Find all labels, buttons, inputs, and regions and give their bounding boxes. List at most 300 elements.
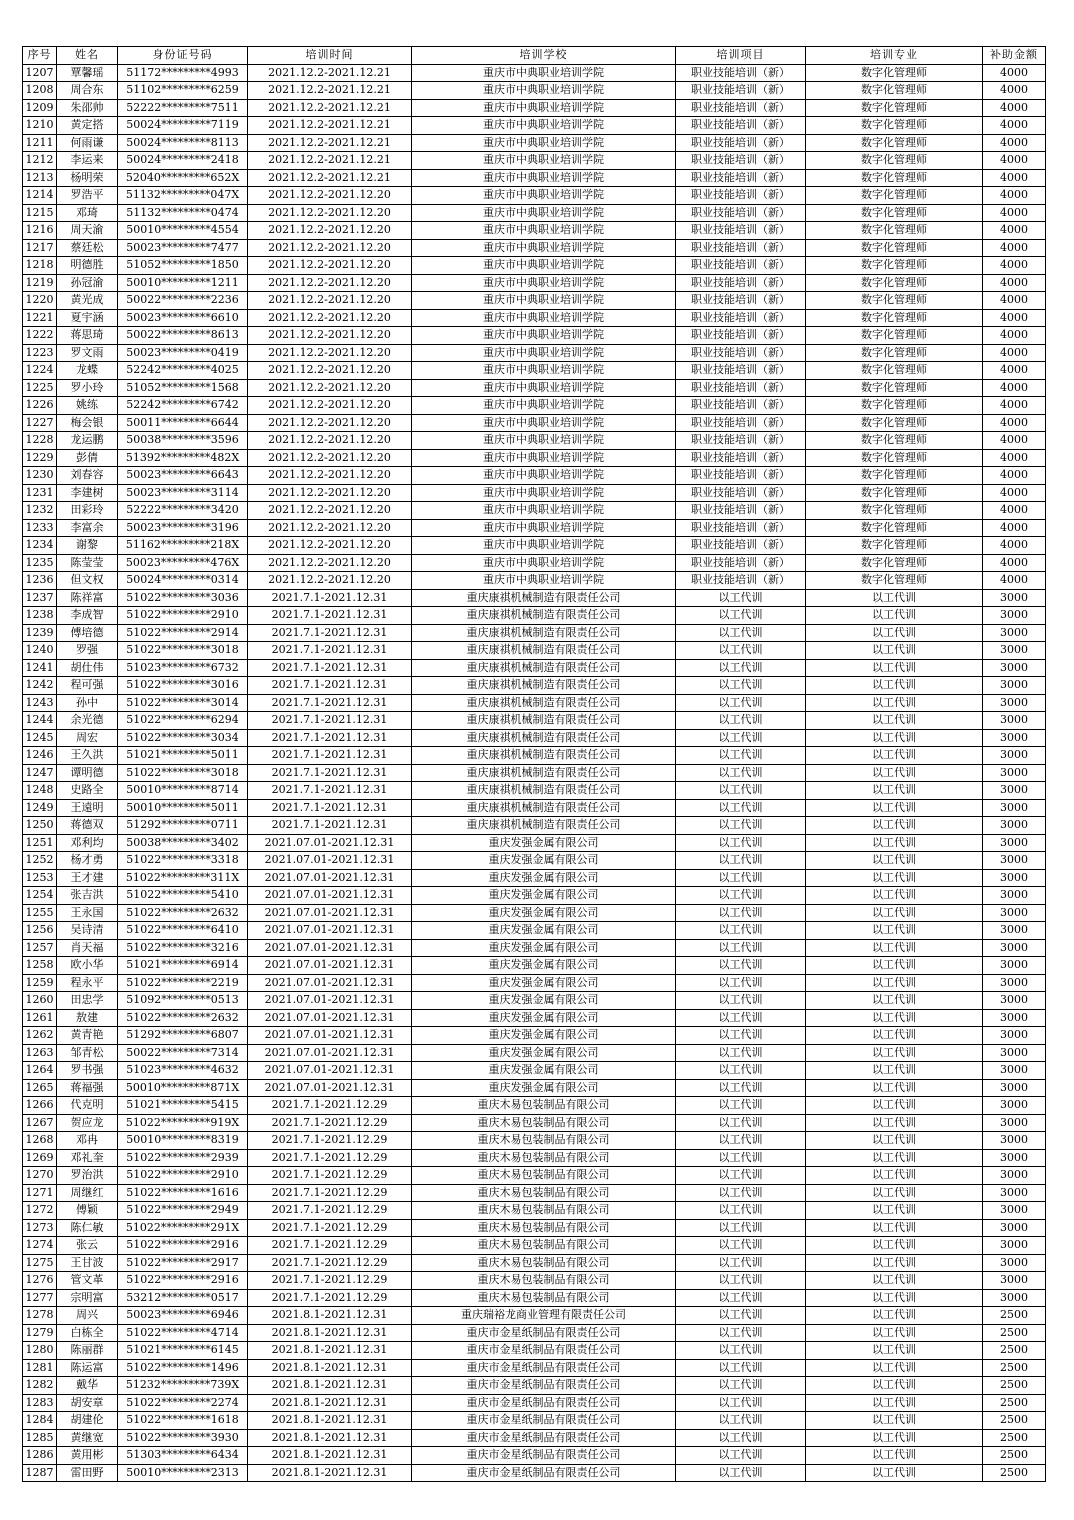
cell-id-number: 51022*********2939 (118, 1149, 248, 1167)
cell-id-number: 52242*********4025 (118, 362, 248, 380)
cell-name: 罗强 (57, 642, 118, 660)
cell-training-school: 重庆木易包装制品有限公司 (412, 1272, 676, 1290)
cell-training-program: 以工代训 (676, 607, 806, 625)
cell-training-school: 重庆木易包装制品有限公司 (412, 1132, 676, 1150)
cell-training-program: 以工代训 (676, 1079, 806, 1097)
table-row (23, 764, 1046, 782)
cell-name: 谢黎 (57, 537, 118, 555)
cell-id-number: 50022*********7314 (118, 1044, 248, 1062)
cell-index: 1254 (23, 887, 57, 905)
cell-name: 戴华 (57, 1377, 118, 1395)
cell-index: 1209 (23, 99, 57, 117)
cell-training-period: 2021.07.01-2021.12.31 (248, 1079, 412, 1097)
cell-training-program: 职业技能培训（新） (676, 414, 806, 432)
cell-subsidy-amount: 4000 (983, 344, 1046, 362)
cell-training-period: 2021.12.2-2021.12.20 (248, 292, 412, 310)
cell-training-program: 职业技能培训（新） (676, 222, 806, 240)
cell-name: 邓冉 (57, 1132, 118, 1150)
cell-index: 1253 (23, 869, 57, 887)
cell-training-school: 重庆市中典职业培训学院 (412, 432, 676, 450)
header-name: 姓名 (57, 47, 118, 65)
cell-index: 1234 (23, 537, 57, 555)
cell-index: 1210 (23, 117, 57, 135)
cell-training-program: 以工代训 (676, 589, 806, 607)
cell-subsidy-amount: 4000 (983, 222, 1046, 240)
cell-index: 1270 (23, 1167, 57, 1185)
table-row (23, 1324, 1046, 1342)
cell-training-program: 以工代训 (676, 1027, 806, 1045)
cell-name: 谭明德 (57, 764, 118, 782)
cell-name: 蒋福强 (57, 1079, 118, 1097)
table-row (23, 169, 1046, 187)
cell-training-major: 以工代训 (806, 1394, 983, 1412)
cell-training-school: 重庆市中典职业培训学院 (412, 82, 676, 100)
cell-training-school: 重庆发强金属有限公司 (412, 1009, 676, 1027)
cell-training-major: 以工代训 (806, 1132, 983, 1150)
cell-subsidy-amount: 3000 (983, 1027, 1046, 1045)
cell-id-number: 50024*********7119 (118, 117, 248, 135)
cell-subsidy-amount: 3000 (983, 747, 1046, 765)
cell-id-number: 50023*********3114 (118, 484, 248, 502)
cell-name: 龙蝶 (57, 362, 118, 380)
cell-training-major: 数字化管理师 (806, 292, 983, 310)
table-row (23, 1359, 1046, 1377)
cell-subsidy-amount: 3000 (983, 887, 1046, 905)
cell-subsidy-amount: 4000 (983, 362, 1046, 380)
cell-name: 余光德 (57, 712, 118, 730)
table-row (23, 1114, 1046, 1132)
cell-training-school: 重庆市中典职业培训学院 (412, 572, 676, 590)
cell-training-major: 以工代训 (806, 1447, 983, 1465)
cell-id-number: 51022*********2916 (118, 1237, 248, 1255)
cell-training-program: 职业技能培训（新） (676, 537, 806, 555)
cell-subsidy-amount: 2500 (983, 1359, 1046, 1377)
table-row (23, 554, 1046, 572)
cell-index: 1212 (23, 152, 57, 170)
cell-id-number: 50010*********4554 (118, 222, 248, 240)
cell-subsidy-amount: 2500 (983, 1447, 1046, 1465)
cell-subsidy-amount: 3000 (983, 624, 1046, 642)
cell-subsidy-amount: 3000 (983, 904, 1046, 922)
cell-subsidy-amount: 3000 (983, 1184, 1046, 1202)
header-training-major: 培训专业 (806, 47, 983, 65)
cell-training-program: 职业技能培训（新） (676, 379, 806, 397)
cell-id-number: 51022*********291X (118, 1219, 248, 1237)
cell-subsidy-amount: 2500 (983, 1324, 1046, 1342)
cell-training-major: 数字化管理师 (806, 64, 983, 82)
cell-index: 1284 (23, 1412, 57, 1430)
cell-training-period: 2021.8.1-2021.12.31 (248, 1342, 412, 1360)
cell-training-school: 重庆市中典职业培训学院 (412, 362, 676, 380)
cell-training-period: 2021.07.01-2021.12.31 (248, 1062, 412, 1080)
cell-training-school: 重庆木易包装制品有限公司 (412, 1167, 676, 1185)
cell-training-school: 重庆市中典职业培训学院 (412, 467, 676, 485)
cell-subsidy-amount: 2500 (983, 1307, 1046, 1325)
cell-id-number: 51021*********5011 (118, 747, 248, 765)
cell-index: 1287 (23, 1464, 57, 1482)
cell-training-school: 重庆市中典职业培训学院 (412, 204, 676, 222)
cell-name: 罗治洪 (57, 1167, 118, 1185)
table-row (23, 82, 1046, 100)
cell-training-period: 2021.12.2-2021.12.20 (248, 554, 412, 572)
table-row (23, 869, 1046, 887)
cell-id-number: 52040*********652X (118, 169, 248, 187)
cell-id-number: 51022*********919X (118, 1114, 248, 1132)
cell-subsidy-amount: 4000 (983, 484, 1046, 502)
table-row (23, 239, 1046, 257)
cell-subsidy-amount: 3000 (983, 1202, 1046, 1220)
cell-training-major: 以工代训 (806, 1027, 983, 1045)
cell-name: 王遠明 (57, 799, 118, 817)
cell-index: 1264 (23, 1062, 57, 1080)
cell-index: 1213 (23, 169, 57, 187)
table-row (23, 362, 1046, 380)
cell-index: 1252 (23, 852, 57, 870)
cell-name: 姚练 (57, 397, 118, 415)
cell-index: 1277 (23, 1289, 57, 1307)
cell-training-school: 重庆康祺机械制造有限责任公司 (412, 642, 676, 660)
table-row (23, 1027, 1046, 1045)
cell-training-major: 以工代训 (806, 659, 983, 677)
cell-id-number: 51022*********2949 (118, 1202, 248, 1220)
cell-training-program: 以工代训 (676, 817, 806, 835)
cell-training-program: 以工代训 (676, 992, 806, 1010)
cell-training-period: 2021.8.1-2021.12.31 (248, 1464, 412, 1482)
cell-training-major: 以工代训 (806, 922, 983, 940)
table-row (23, 1009, 1046, 1027)
cell-training-period: 2021.7.1-2021.12.29 (248, 1132, 412, 1150)
table-row (23, 204, 1046, 222)
cell-training-major: 以工代训 (806, 764, 983, 782)
table-row (23, 799, 1046, 817)
cell-id-number: 51022*********6294 (118, 712, 248, 730)
cell-training-major: 以工代训 (806, 607, 983, 625)
cell-name: 傅颖 (57, 1202, 118, 1220)
cell-index: 1214 (23, 187, 57, 205)
cell-subsidy-amount: 3000 (983, 607, 1046, 625)
cell-training-school: 重庆市中典职业培训学院 (412, 554, 676, 572)
cell-index: 1245 (23, 729, 57, 747)
cell-training-period: 2021.07.01-2021.12.31 (248, 869, 412, 887)
table-row (23, 1202, 1046, 1220)
cell-subsidy-amount: 4000 (983, 554, 1046, 572)
cell-training-program: 以工代训 (676, 1289, 806, 1307)
table-header-row (23, 47, 1046, 65)
cell-subsidy-amount: 2500 (983, 1412, 1046, 1430)
cell-training-major: 以工代训 (806, 624, 983, 642)
cell-name: 孙中 (57, 694, 118, 712)
cell-name: 陈莹莹 (57, 554, 118, 572)
cell-training-period: 2021.8.1-2021.12.31 (248, 1359, 412, 1377)
cell-training-major: 数字化管理师 (806, 169, 983, 187)
cell-training-school: 重庆发强金属有限公司 (412, 1027, 676, 1045)
table-row (23, 449, 1046, 467)
cell-training-program: 以工代训 (676, 624, 806, 642)
table-row (23, 677, 1046, 695)
cell-index: 1267 (23, 1114, 57, 1132)
cell-subsidy-amount: 3000 (983, 1272, 1046, 1290)
table-row (23, 607, 1046, 625)
table-row (23, 134, 1046, 152)
cell-training-school: 重庆瑞裕龙商业管理有限责任公司 (412, 1307, 676, 1325)
cell-training-period: 2021.7.1-2021.12.29 (248, 1289, 412, 1307)
cell-id-number: 53212*********0517 (118, 1289, 248, 1307)
cell-training-period: 2021.7.1-2021.12.29 (248, 1202, 412, 1220)
cell-training-major: 数字化管理师 (806, 414, 983, 432)
cell-training-major: 数字化管理师 (806, 99, 983, 117)
cell-training-program: 以工代训 (676, 1202, 806, 1220)
cell-training-program: 以工代训 (676, 1272, 806, 1290)
cell-index: 1276 (23, 1272, 57, 1290)
cell-training-major: 数字化管理师 (806, 204, 983, 222)
cell-training-school: 重庆康祺机械制造有限责任公司 (412, 764, 676, 782)
cell-index: 1231 (23, 484, 57, 502)
cell-training-school: 重庆市中典职业培训学院 (412, 414, 676, 432)
table-row (23, 397, 1046, 415)
cell-id-number: 50011*********6644 (118, 414, 248, 432)
cell-name: 胡安章 (57, 1394, 118, 1412)
table-row (23, 1149, 1046, 1167)
cell-training-period: 2021.12.2-2021.12.20 (248, 449, 412, 467)
cell-training-major: 数字化管理师 (806, 537, 983, 555)
cell-training-period: 2021.12.2-2021.12.20 (248, 362, 412, 380)
cell-training-school: 重庆康祺机械制造有限责任公司 (412, 712, 676, 730)
cell-subsidy-amount: 3000 (983, 799, 1046, 817)
cell-id-number: 52222*********3420 (118, 502, 248, 520)
cell-id-number: 51023*********6732 (118, 659, 248, 677)
cell-subsidy-amount: 2500 (983, 1429, 1046, 1447)
cell-training-program: 以工代训 (676, 1149, 806, 1167)
cell-training-school: 重庆木易包装制品有限公司 (412, 1202, 676, 1220)
cell-subsidy-amount: 3000 (983, 1254, 1046, 1272)
cell-training-program: 以工代训 (676, 904, 806, 922)
cell-id-number: 51021*********5415 (118, 1097, 248, 1115)
cell-training-period: 2021.07.01-2021.12.31 (248, 1009, 412, 1027)
table-row (23, 222, 1046, 240)
cell-name: 罗小玲 (57, 379, 118, 397)
table-row (23, 519, 1046, 537)
subsidy-roster-sheet (22, 46, 1046, 1482)
cell-index: 1250 (23, 817, 57, 835)
cell-subsidy-amount: 4000 (983, 187, 1046, 205)
cell-training-major: 以工代训 (806, 852, 983, 870)
cell-index: 1225 (23, 379, 57, 397)
cell-training-period: 2021.07.01-2021.12.31 (248, 939, 412, 957)
cell-training-school: 重庆市中典职业培训学院 (412, 449, 676, 467)
cell-index: 1269 (23, 1149, 57, 1167)
cell-name: 张云 (57, 1237, 118, 1255)
header-id-number: 身份证号码 (118, 47, 248, 65)
cell-index: 1242 (23, 677, 57, 695)
cell-index: 1280 (23, 1342, 57, 1360)
cell-training-program: 以工代训 (676, 1307, 806, 1325)
cell-training-major: 以工代训 (806, 1062, 983, 1080)
cell-subsidy-amount: 3000 (983, 677, 1046, 695)
cell-training-school: 重庆市中典职业培训学院 (412, 239, 676, 257)
cell-id-number: 51392*********482X (118, 449, 248, 467)
cell-training-period: 2021.12.2-2021.12.20 (248, 537, 412, 555)
cell-training-school: 重庆发强金属有限公司 (412, 957, 676, 975)
cell-id-number: 50023*********6946 (118, 1307, 248, 1325)
cell-index: 1222 (23, 327, 57, 345)
table-body (23, 64, 1046, 1482)
cell-training-program: 以工代训 (676, 922, 806, 940)
cell-training-period: 2021.12.2-2021.12.20 (248, 187, 412, 205)
cell-name: 杨明荣 (57, 169, 118, 187)
cell-index: 1246 (23, 747, 57, 765)
cell-training-major: 数字化管理师 (806, 519, 983, 537)
table-row (23, 817, 1046, 835)
cell-name: 陈运富 (57, 1359, 118, 1377)
cell-name: 黄用彬 (57, 1447, 118, 1465)
cell-id-number: 51132*********047X (118, 187, 248, 205)
cell-name: 李富余 (57, 519, 118, 537)
cell-name: 张吉洪 (57, 887, 118, 905)
cell-training-school: 重庆市中典职业培训学院 (412, 484, 676, 502)
cell-training-major: 数字化管理师 (806, 502, 983, 520)
cell-training-program: 以工代训 (676, 1342, 806, 1360)
cell-name: 周合东 (57, 82, 118, 100)
cell-id-number: 51022*********2917 (118, 1254, 248, 1272)
cell-training-school: 重庆市金星纸制品有限责任公司 (412, 1342, 676, 1360)
cell-training-period: 2021.07.01-2021.12.31 (248, 887, 412, 905)
cell-training-major: 以工代训 (806, 694, 983, 712)
cell-training-major: 数字化管理师 (806, 397, 983, 415)
cell-id-number: 51022*********2219 (118, 974, 248, 992)
cell-name: 蒋思琦 (57, 327, 118, 345)
cell-training-school: 重庆市中典职业培训学院 (412, 117, 676, 135)
cell-training-major: 数字化管理师 (806, 274, 983, 292)
cell-index: 1241 (23, 659, 57, 677)
cell-id-number: 50038*********3402 (118, 834, 248, 852)
cell-index: 1239 (23, 624, 57, 642)
cell-index: 1260 (23, 992, 57, 1010)
cell-training-program: 以工代训 (676, 694, 806, 712)
cell-index: 1238 (23, 607, 57, 625)
cell-index: 1219 (23, 274, 57, 292)
cell-id-number: 51292*********6807 (118, 1027, 248, 1045)
cell-training-school: 重庆市中典职业培训学院 (412, 502, 676, 520)
cell-training-major: 数字化管理师 (806, 554, 983, 572)
cell-training-major: 以工代训 (806, 834, 983, 852)
cell-training-program: 以工代训 (676, 974, 806, 992)
cell-name: 周宏 (57, 729, 118, 747)
cell-training-program: 职业技能培训（新） (676, 152, 806, 170)
cell-index: 1286 (23, 1447, 57, 1465)
cell-name: 但文权 (57, 572, 118, 590)
cell-training-period: 2021.12.2-2021.12.21 (248, 134, 412, 152)
cell-training-school: 重庆市中典职业培训学院 (412, 344, 676, 362)
cell-subsidy-amount: 4000 (983, 397, 1046, 415)
table-row (23, 64, 1046, 82)
table-row (23, 887, 1046, 905)
cell-training-school: 重庆木易包装制品有限公司 (412, 1254, 676, 1272)
cell-training-major: 以工代训 (806, 1009, 983, 1027)
cell-name: 覃馨瑶 (57, 64, 118, 82)
cell-training-major: 以工代训 (806, 1149, 983, 1167)
cell-training-school: 重庆康祺机械制造有限责任公司 (412, 694, 676, 712)
cell-index: 1228 (23, 432, 57, 450)
cell-id-number: 50023*********7477 (118, 239, 248, 257)
cell-name: 罗浩平 (57, 187, 118, 205)
cell-name: 宗明富 (57, 1289, 118, 1307)
cell-training-program: 职业技能培训（新） (676, 99, 806, 117)
cell-index: 1235 (23, 554, 57, 572)
cell-training-period: 2021.7.1-2021.12.31 (248, 624, 412, 642)
cell-id-number: 50024*********0314 (118, 572, 248, 590)
cell-id-number: 50023*********6643 (118, 467, 248, 485)
cell-name: 邓礼奎 (57, 1149, 118, 1167)
cell-name: 彭倩 (57, 449, 118, 467)
table-row (23, 432, 1046, 450)
table-row (23, 589, 1046, 607)
cell-training-program: 职业技能培训（新） (676, 309, 806, 327)
cell-training-major: 以工代训 (806, 677, 983, 695)
table-row (23, 729, 1046, 747)
cell-training-program: 以工代训 (676, 852, 806, 870)
cell-subsidy-amount: 4000 (983, 134, 1046, 152)
cell-id-number: 51022*********2910 (118, 1167, 248, 1185)
cell-id-number: 51021*********6914 (118, 957, 248, 975)
cell-id-number: 50024*********2418 (118, 152, 248, 170)
table-row (23, 1307, 1046, 1325)
cell-index: 1279 (23, 1324, 57, 1342)
cell-training-period: 2021.07.01-2021.12.31 (248, 834, 412, 852)
cell-index: 1262 (23, 1027, 57, 1045)
cell-training-program: 职业技能培训（新） (676, 134, 806, 152)
cell-index: 1278 (23, 1307, 57, 1325)
cell-id-number: 51022*********311X (118, 869, 248, 887)
cell-training-school: 重庆木易包装制品有限公司 (412, 1219, 676, 1237)
cell-subsidy-amount: 3000 (983, 817, 1046, 835)
cell-training-period: 2021.7.1-2021.12.31 (248, 764, 412, 782)
cell-index: 1211 (23, 134, 57, 152)
cell-training-school: 重庆康祺机械制造有限责任公司 (412, 817, 676, 835)
cell-training-program: 职业技能培训（新） (676, 257, 806, 275)
cell-training-school: 重庆发强金属有限公司 (412, 852, 676, 870)
cell-training-school: 重庆发强金属有限公司 (412, 1062, 676, 1080)
table-row (23, 1044, 1046, 1062)
cell-subsidy-amount: 4000 (983, 274, 1046, 292)
cell-id-number: 50010*********2313 (118, 1464, 248, 1482)
cell-training-major: 数字化管理师 (806, 257, 983, 275)
cell-training-major: 数字化管理师 (806, 152, 983, 170)
cell-subsidy-amount: 4000 (983, 467, 1046, 485)
cell-subsidy-amount: 3000 (983, 1289, 1046, 1307)
table-row (23, 694, 1046, 712)
cell-subsidy-amount: 3000 (983, 957, 1046, 975)
table-row (23, 904, 1046, 922)
cell-training-program: 职业技能培训（新） (676, 572, 806, 590)
cell-id-number: 51052*********1850 (118, 257, 248, 275)
cell-id-number: 51132*********0474 (118, 204, 248, 222)
cell-training-school: 重庆发强金属有限公司 (412, 1044, 676, 1062)
cell-name: 田彩玲 (57, 502, 118, 520)
cell-training-major: 以工代训 (806, 1202, 983, 1220)
cell-training-major: 以工代训 (806, 1114, 983, 1132)
cell-index: 1223 (23, 344, 57, 362)
cell-training-major: 数字化管理师 (806, 449, 983, 467)
cell-training-period: 2021.07.01-2021.12.31 (248, 1044, 412, 1062)
cell-training-period: 2021.7.1-2021.12.29 (248, 1097, 412, 1115)
cell-training-program: 职业技能培训（新） (676, 554, 806, 572)
table-row (23, 852, 1046, 870)
cell-index: 1221 (23, 309, 57, 327)
cell-id-number: 51102*********6259 (118, 82, 248, 100)
cell-training-period: 2021.7.1-2021.12.29 (248, 1149, 412, 1167)
cell-subsidy-amount: 2500 (983, 1464, 1046, 1482)
table-row (23, 1184, 1046, 1202)
